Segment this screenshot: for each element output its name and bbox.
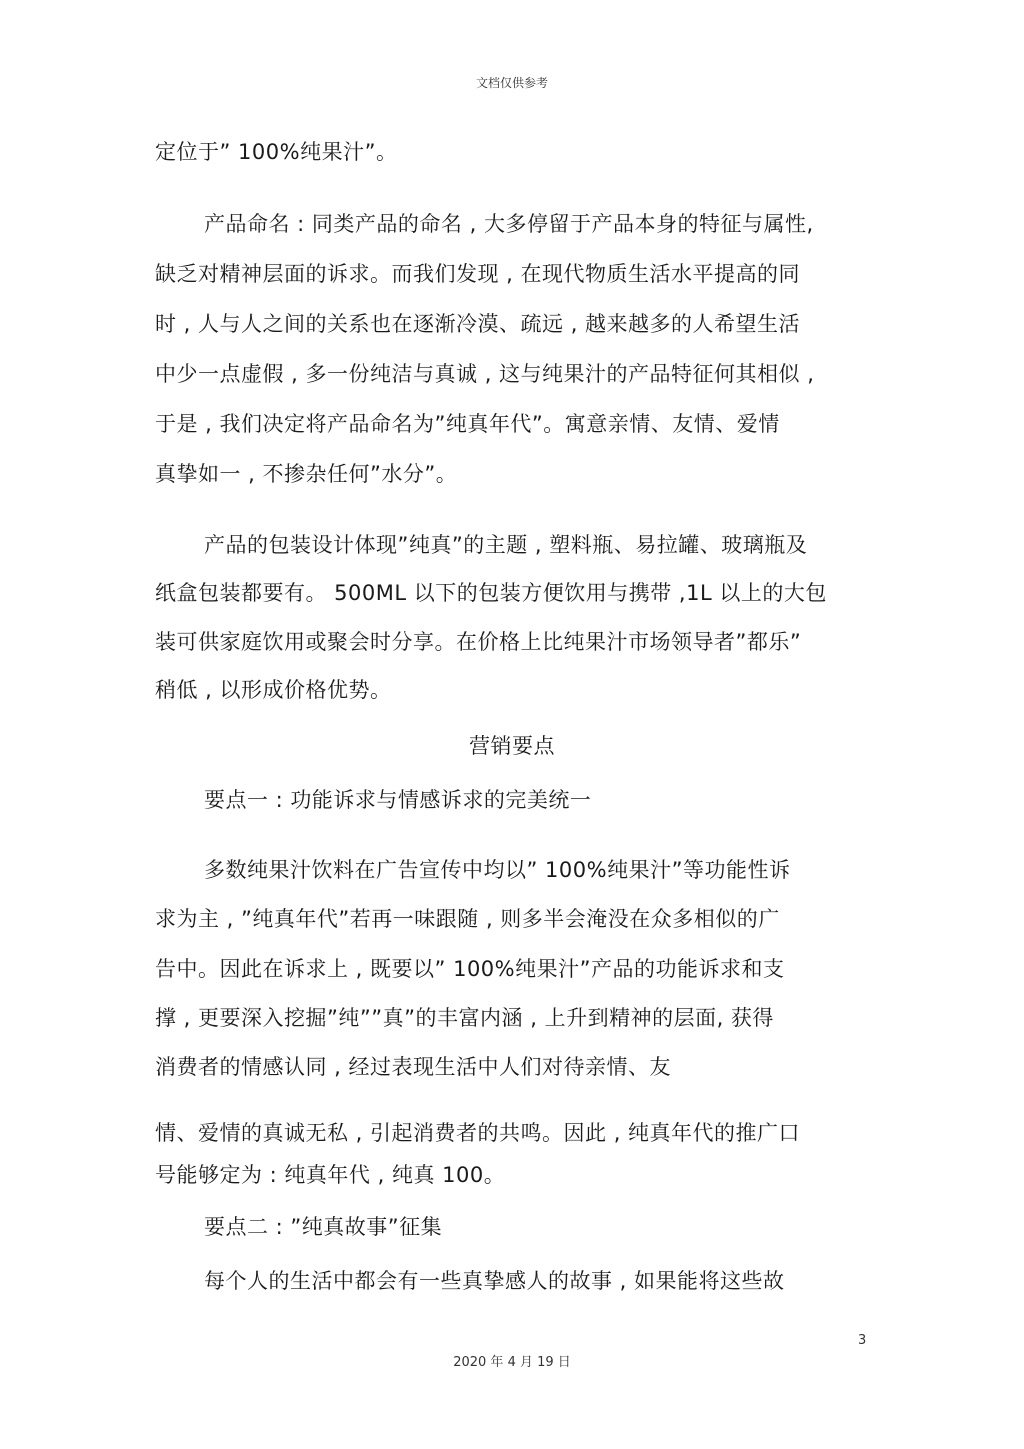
page-header: 文档仅供参考 [475, 76, 548, 90]
text-line: 号能够定为 : 纯真年代 , 纯真 100。 [155, 1163, 506, 1187]
text-line: 装可供家庭饮用或聚会时分享。在价格上比纯果汁市场领导者”都乐” [155, 630, 802, 654]
text-line: 缺乏对精神层面的诉求。而我们发现 , 在现代物质生活水平提高的同 [155, 262, 801, 286]
text-line: 时 , 人与人之间的关系也在逐渐冷漠、疏远 , 越来越多的人希望生活 [155, 312, 801, 336]
page-number: 3 [858, 1333, 867, 1348]
section-heading: 营销要点 [469, 734, 555, 758]
text-line: 纸盒包装都要有。 500ML 以下的包装方便饮用与携带 ,1L 以上的大包 [155, 581, 827, 605]
text-line: 定位于” 100%纯果汁”。 [155, 140, 398, 164]
page-footer-date: 2020 年 4 月 19 日 [453, 1355, 571, 1370]
subheading: 要点一 : 功能诉求与情感诉求的完美统一 [204, 788, 592, 812]
text-line: 中少一点虚假 , 多一份纯洁与真诚 , 这与纯果汁的产品特征何其相似 , [155, 362, 815, 386]
text-line: 告中。因此在诉求上 , 既要以” 100%纯果汁”产品的功能诉求和支 [155, 957, 785, 981]
text-line: 求为主 , ”纯真年代”若再一味跟随 , 则多半会淹没在众多相似的广 [155, 907, 780, 931]
text-line: 稍低 , 以形成价格优势。 [155, 678, 392, 702]
paragraph-start: 产品的包装设计体现”纯真”的主题 , 塑料瓶、易拉罐、玻璃瓶及 [204, 533, 808, 557]
subheading: 要点二 : ”纯真故事”征集 [204, 1215, 443, 1239]
text-line: 消费者的情感认同 , 经过表现生活中人们对待亲情、友 [155, 1055, 672, 1079]
paragraph-start: 产品命名 : 同类产品的命名 , 大多停留于产品本身的特征与属性, [204, 212, 814, 236]
text-line: 于是 , 我们决定将产品命名为”纯真年代”。寓意亲情、友情、爱情 [155, 412, 780, 436]
text-line: 真挚如一 , 不掺杂任何”水分”。 [155, 462, 458, 486]
paragraph-start: 每个人的生活中都会有一些真挚感人的故事 , 如果能将这些故 [204, 1269, 785, 1293]
text-line: 撑 , 更要深入挖掘”纯””真”的丰富内涵 , 上升到精神的层面, 获得 [155, 1006, 774, 1030]
paragraph-start: 多数纯果汁饮料在广告宣传中均以” 100%纯果汁”等功能性诉 [204, 858, 791, 882]
text-line: 情、爱情的真诚无私 , 引起消费者的共鸣。因此 , 纯真年代的推广口 [155, 1121, 801, 1145]
